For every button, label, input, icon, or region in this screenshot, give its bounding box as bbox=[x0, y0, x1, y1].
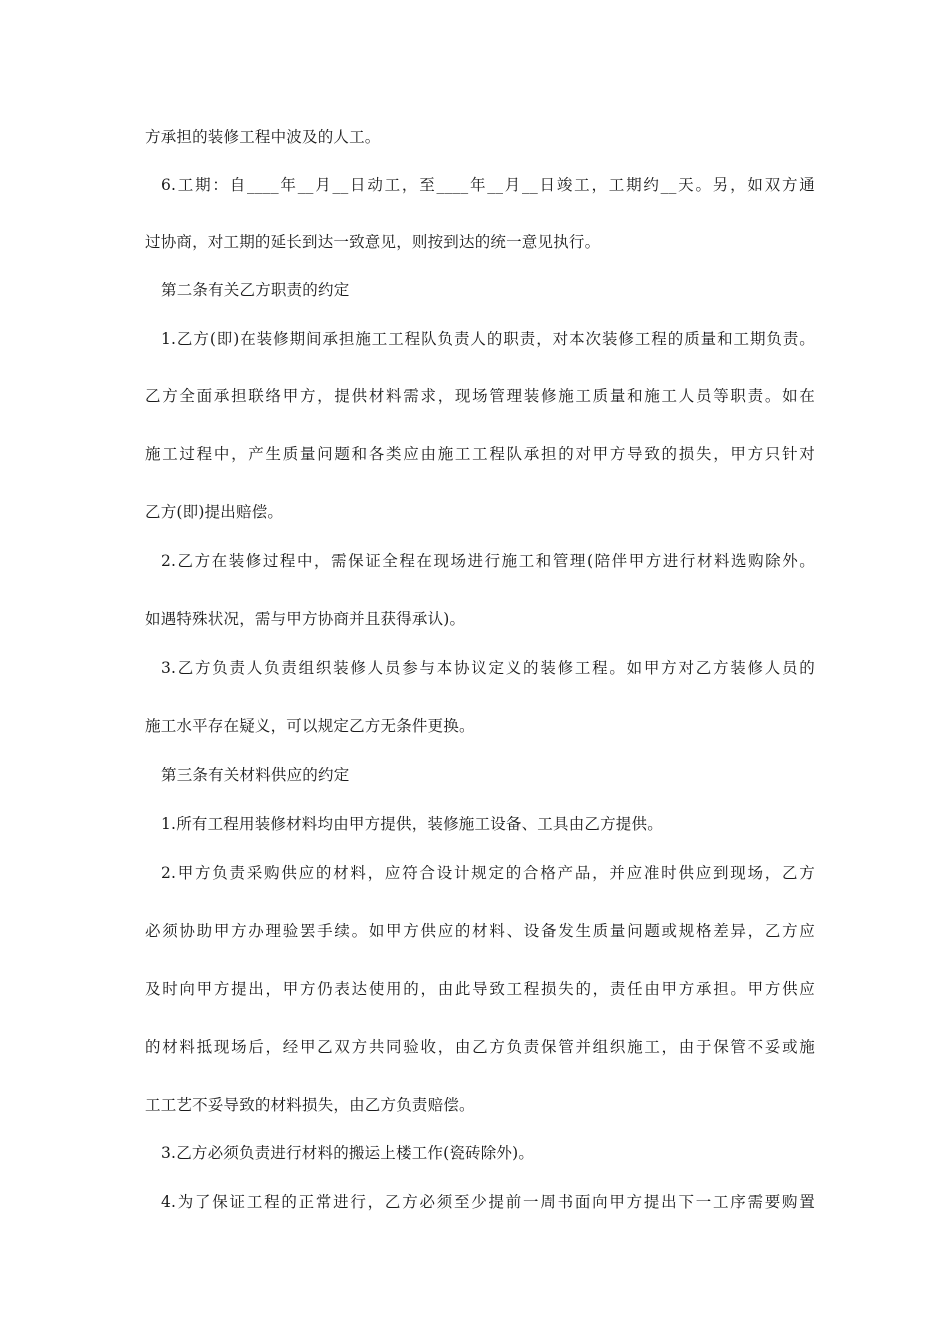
paragraph-line: 施工过程中，产生质量问题和各类应由施工工程队承担的对甲方导致的损失，甲方只针对 bbox=[145, 445, 815, 463]
paragraph-line: 6.工期：自____年__月__日动工，至____年__月__日竣工，工期约__天。另，如双方通 bbox=[161, 176, 815, 194]
section-heading: 第三条有关材料供应的约定 bbox=[161, 766, 350, 784]
paragraph-line: 施工水平存在疑义，可以规定乙方无条件更换。 bbox=[145, 717, 475, 735]
paragraph-line: 1.乙方(即)在装修期间承担施工工程队负责人的职责，对本次装修工程的质量和工期负责。 bbox=[161, 330, 815, 348]
paragraph-line: 1.所有工程用装修材料均由甲方提供，装修施工设备、工具由乙方提供。 bbox=[161, 815, 663, 833]
paragraph-line: 过协商，对工期的延长到达一致意见，则按到达的统一意见执行。 bbox=[145, 233, 601, 251]
paragraph-line: 乙方全面承担联络甲方，提供材料需求，现场管理装修施工质量和施工人员等职责。如在 bbox=[145, 387, 815, 405]
paragraph-line: 必须协助甲方办理验罢手续。如甲方供应的材料、设备发生质量问题或规格差异，乙方应 bbox=[145, 922, 815, 940]
paragraph-line: 2.甲方负责采购供应的材料，应符合设计规定的合格产品，并应准时供应到现场，乙方 bbox=[161, 864, 815, 882]
section-heading: 第二条有关乙方职责的约定 bbox=[161, 281, 350, 299]
paragraph-line: 及时向甲方提出，甲方仍表达使用的，由此导致工程损失的，责任由甲方承担。甲方供应 bbox=[145, 980, 815, 998]
paragraph-line: 方承担的装修工程中波及的人工。 bbox=[145, 128, 381, 146]
paragraph-line: 2.乙方在装修过程中，需保证全程在现场进行施工和管理(陪伴甲方进行材料选购除外。 bbox=[161, 552, 815, 570]
paragraph-line: 的材料抵现场后，经甲乙双方共同验收，由乙方负责保管并组织施工，由于保管不妥或施 bbox=[145, 1038, 815, 1056]
paragraph-line: 3.乙方负责人负责组织装修人员参与本协议定义的装修工程。如甲方对乙方装修人员的 bbox=[161, 659, 815, 677]
paragraph-line: 4.为了保证工程的正常进行，乙方必须至少提前一周书面向甲方提出下一工序需要购置 bbox=[161, 1193, 815, 1211]
paragraph-line: 3.乙方必须负责进行材料的搬运上楼工作(瓷砖除外)。 bbox=[161, 1144, 535, 1162]
paragraph-line: 如遇特殊状况，需与甲方协商并且获得承认)。 bbox=[145, 610, 466, 628]
paragraph-line: 工工艺不妥导致的材料损失，由乙方负责赔偿。 bbox=[145, 1096, 475, 1114]
paragraph-line: 乙方(即)提出赔偿。 bbox=[145, 503, 284, 521]
